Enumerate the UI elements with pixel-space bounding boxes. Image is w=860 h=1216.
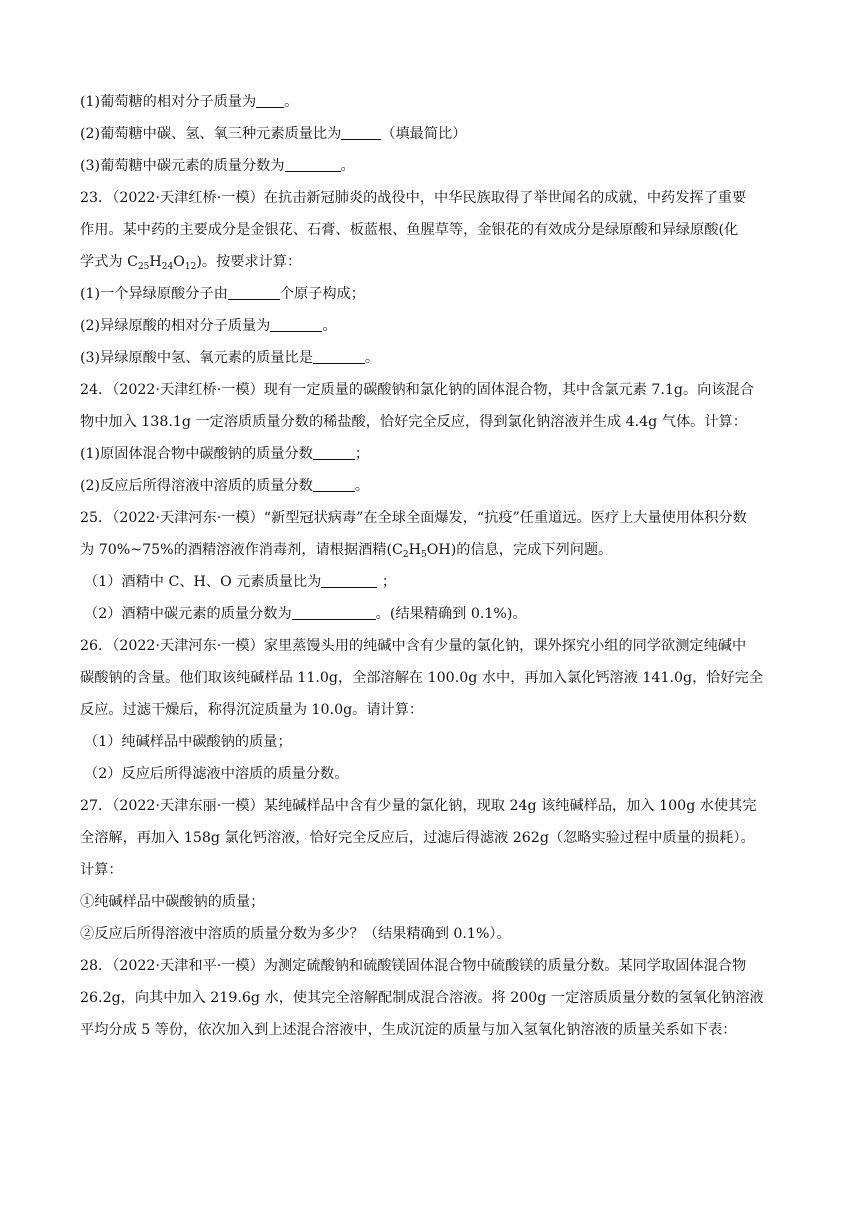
line-text: 28．（2022·天津和平·一模）为测定硫酸钠和硫酸镁固体混合物中硫酸镁的质量分数。某同学取固体混合物 xyxy=(80,958,747,974)
line-text: （2）酒精中碳元素的质量分数为 xyxy=(84,606,292,622)
line-text: 。 xyxy=(340,158,355,174)
text-line-3 xyxy=(80,156,780,176)
line-text: 计算： xyxy=(80,862,123,878)
line-text: （填最简比） xyxy=(381,126,467,142)
subscript: 25 xyxy=(137,262,150,272)
answer-blank xyxy=(321,572,377,588)
line-text: 24．（2022·天津红桥·一模）现有一定质量的碳酸钠和氯化钠的固体混合物，其中含氯元素 7.1g。向该混合 xyxy=(80,382,754,398)
line-text: （2）反应后所得滤液中溶质的质量分数。 xyxy=(84,766,349,782)
answer-blank xyxy=(256,92,284,108)
line-text: 26．（2022·天津河东·一模）家里蒸馒头用的纯碱中含有少量的氯化钠，课外探究小组的同学欲测定纯碱中 xyxy=(80,638,747,654)
text-line-25 xyxy=(80,860,780,880)
text-line-5 xyxy=(80,220,780,240)
text-line-22 xyxy=(84,764,784,784)
text-line-13 xyxy=(80,476,780,496)
line-text: 。(结果精确到 0.1%)。 xyxy=(375,606,527,622)
line-text: 。 xyxy=(364,350,380,366)
text-line-9 xyxy=(80,348,780,368)
line-text: (1)原固体混合物中碳酸钠的质量分数 xyxy=(80,446,313,462)
line-text: 。 xyxy=(354,478,370,494)
line-text: 26.2g，向其中加入 219.6g 水，使其完全溶解配制成混合溶液。将 200g 一定溶质质量分数的氢氧化钠溶液 xyxy=(80,990,764,1006)
line-text: H xyxy=(149,254,162,270)
subscript: 24 xyxy=(161,262,174,272)
answer-blank xyxy=(341,124,381,140)
text-line-4 xyxy=(80,188,780,208)
line-text: (1)一个异绿原酸分子由 xyxy=(80,286,228,302)
line-text: 25．（2022·天津河东·一模）“新型冠状病毒”在全球全面爆发，“抗疫”任重道远。医疗上大量使用体积分数 xyxy=(80,510,747,526)
answer-blank xyxy=(292,604,376,620)
text-line-26 xyxy=(80,892,780,912)
line-text: ； xyxy=(354,446,370,462)
answer-blank xyxy=(313,348,365,364)
line-text: （1）酒精中 C、H、O 元素质量比为 xyxy=(84,574,322,590)
line-text: （1）纯碱样品中碳酸钠的质量； xyxy=(84,734,292,750)
text-line-10 xyxy=(80,380,780,400)
text-line-29 xyxy=(80,988,780,1008)
line-text: (3)异绿原酸中氢、氧元素的质量比是 xyxy=(80,350,313,366)
answer-blank xyxy=(228,284,280,300)
line-text: (2)葡萄糖中碳、氢、氧三种元素质量比为 xyxy=(80,126,342,142)
answer-blank xyxy=(270,316,322,332)
line-text: 27．（2022·天津东丽·一模）某纯碱样品中含有少量的氯化钠，现取 24g 该纯碱样品，加入 100g 水使其完 xyxy=(80,798,757,814)
line-text: O xyxy=(173,254,185,270)
text-line-23 xyxy=(80,796,780,816)
text-line-28 xyxy=(80,956,780,976)
text-line-16 xyxy=(84,572,784,592)
text-line-21 xyxy=(84,732,784,752)
line-text: ②反应后所得溶液中溶质的质量分数为多少？（结果精确到 0.1%）。 xyxy=(80,926,511,942)
text-line-24 xyxy=(80,828,780,848)
text-line-8 xyxy=(80,316,780,336)
text-line-15 xyxy=(80,540,780,560)
text-line-7 xyxy=(80,284,780,304)
line-text: (2)反应后所得溶液中溶质的质量分数 xyxy=(80,478,313,494)
text-line-6 xyxy=(80,252,780,272)
subscript: 12 xyxy=(184,262,197,272)
line-text: 学式为 C xyxy=(80,254,138,270)
subscript: 2 xyxy=(402,550,409,560)
line-text: 作用。某中药的主要成分是金银花、石膏、板蓝根、鱼腥草等，金银花的有效成分是绿原酸和异绿原酸(化 xyxy=(80,222,739,238)
line-text: 个原子构成； xyxy=(279,286,365,302)
answer-blank xyxy=(285,156,341,172)
line-text: 23．（2022·天津红桥·一模）在抗击新冠肺炎的战役中，中华民族取得了举世闻名的成就，中药发挥了重要 xyxy=(80,190,747,206)
line-text: 全溶解，再加入 158g 氯化钙溶液，恰好完全反应后，过滤后得滤液 262g（忽略实验过程中质量的损耗）。 xyxy=(80,830,755,846)
line-text: )。按要求计算： xyxy=(196,254,302,270)
line-text: (1)葡萄糖的相对分子质量为 xyxy=(80,94,257,110)
line-text: (3)葡萄糖中碳元素的质量分数为 xyxy=(80,158,285,174)
line-text: 物中加入 138.1g 一定溶质质量分数的稀盐酸，恰好完全反应，得到氯化钠溶液并生成 4.4g 气体。计算： xyxy=(80,414,747,430)
line-text: 为 70%~75%的酒精溶液作消毒剂，请根据酒精(C xyxy=(80,542,403,558)
line-text: ①纯碱样品中碳酸钠的质量； xyxy=(80,894,265,910)
answer-blank xyxy=(313,444,355,460)
text-line-2 xyxy=(80,124,780,144)
text-line-14 xyxy=(80,508,780,528)
line-text: (2)异绿原酸的相对分子质量为 xyxy=(80,318,271,334)
text-line-18 xyxy=(80,636,780,656)
line-text: ； xyxy=(377,574,397,590)
text-line-20 xyxy=(80,700,780,720)
line-text: 反应。过滤干燥后，称得沉淀质量为 10.0g。请计算： xyxy=(80,702,424,718)
line-text: 。 xyxy=(284,94,299,110)
text-line-30 xyxy=(80,1020,780,1040)
line-text: OH)的信息，完成下列问题。 xyxy=(426,542,613,558)
subscript: 5 xyxy=(420,550,427,560)
text-line-1 xyxy=(80,92,780,112)
line-text: 。 xyxy=(322,318,337,334)
answer-blank xyxy=(313,476,355,492)
line-text: H xyxy=(408,542,421,558)
text-line-12 xyxy=(80,444,780,464)
text-line-27 xyxy=(80,924,780,944)
line-text: 碳酸钠的含量。他们取该纯碱样品 11.0g，全部溶解在 100.0g 水中，再加入氯化钙溶液 141.0g，恰好完全 xyxy=(80,670,764,686)
line-text: 平均分成 5 等份，依次加入到上述混合溶液中，生成沉淀的质量与加入氢氧化钠溶液的质量关系如下表： xyxy=(80,1022,737,1038)
text-line-19 xyxy=(80,668,780,688)
text-line-17 xyxy=(84,604,784,624)
text-line-11 xyxy=(80,412,780,432)
